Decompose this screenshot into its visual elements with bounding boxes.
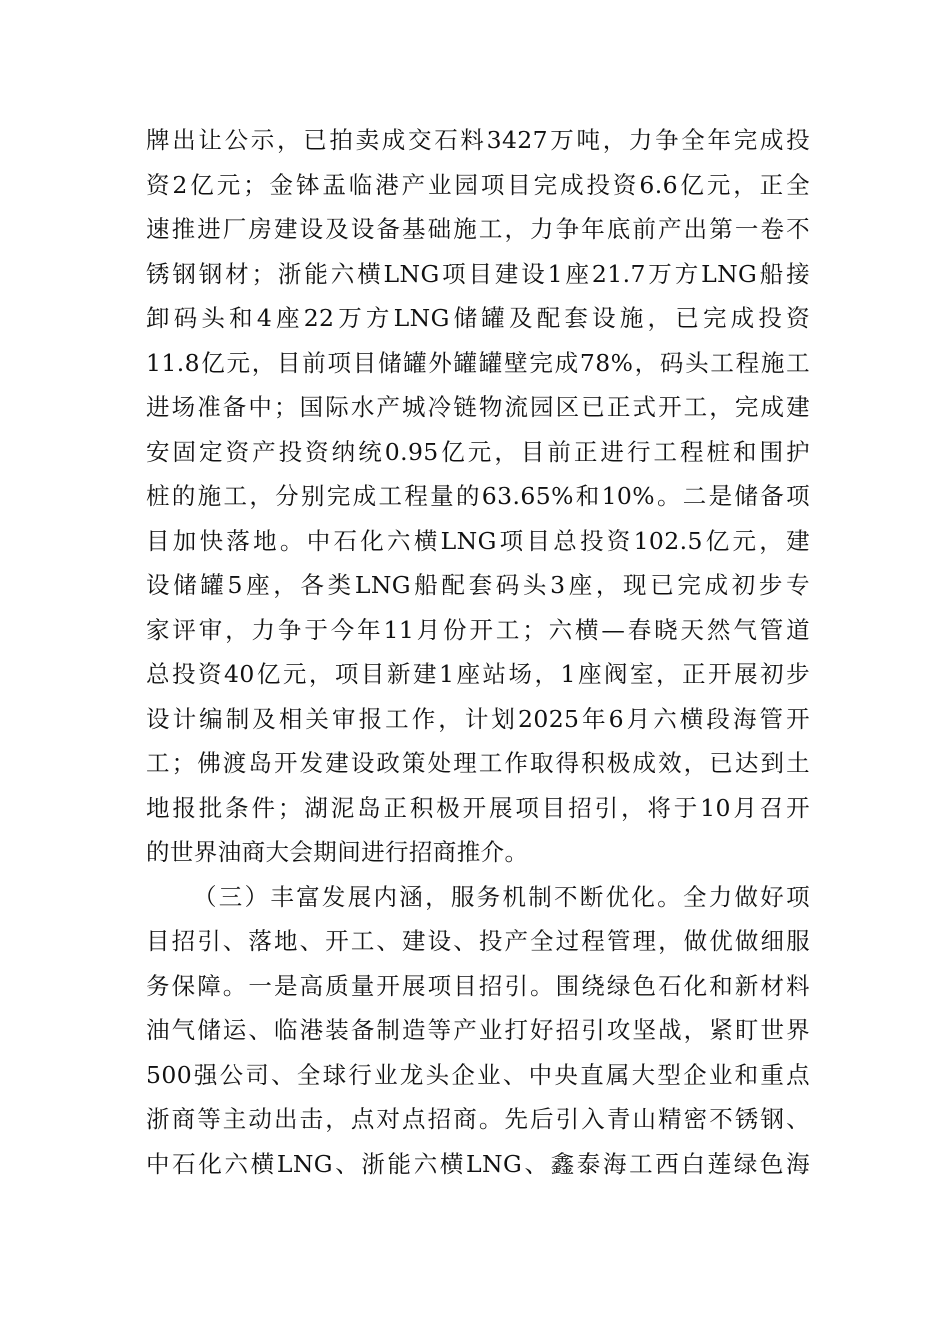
text-line: 500强公司、全球行业龙头企业、中央直属大型企业和重点 xyxy=(146,1060,810,1089)
text-line: 11.8亿元，目前项目储罐外罐罐壁完成78%，码头工程施工 xyxy=(146,348,810,377)
section-heading-line: （三）丰富发展内涵，服务机制不断优化。全力做好项 xyxy=(193,882,810,911)
text-line: 桩的施工，分别完成工程量的63.65%和10%。二是储备项 xyxy=(146,482,810,510)
text-line: 地报批条件；湖泥岛正积极开展项目招引，将于10月召开 xyxy=(146,793,810,822)
text-line: 务保障。一是高质量开展项目招引。围绕绿色石化和新材料 xyxy=(146,971,810,1000)
text-line: 资2亿元；金钵盂临港产业园项目完成投资6.6亿元，正全 xyxy=(146,170,810,199)
paragraph-last-line: 的世界油商大会期间进行招商推介。 xyxy=(146,838,529,866)
text-line: 速推进厂房建设及设备基础施工，力争年底前产出第一卷不 xyxy=(146,215,810,243)
text-line: 卸码头和4座22万方LNG储罐及配套设施，已完成投资 xyxy=(146,304,810,332)
text-line: 设计编制及相关审报工作，计划2025年6月六横段海管开 xyxy=(146,704,810,733)
body-text xyxy=(146,118,810,1186)
text-line: 牌出让公示，已拍卖成交石料3427万吨，力争全年完成投 xyxy=(146,126,810,154)
text-line: 安固定资产投资纳统0.95亿元，目前正进行工程桩和围护 xyxy=(146,437,810,466)
text-line: 设储罐5座，各类LNG船配套码头3座，现已完成初步专 xyxy=(146,571,810,599)
text-line: 工；佛渡岛开发建设政策处理工作取得积极成效，已达到土 xyxy=(146,749,810,777)
text-line: 油气储运、临港装备制造等产业打好招引攻坚战，紧盯世界 xyxy=(146,1016,810,1044)
text-line: 总投资40亿元，项目新建1座站场，1座阀室，正开展初步 xyxy=(146,660,810,688)
text-line: 锈钢钢材；浙能六横LNG项目建设1座21.7万方LNG船接 xyxy=(146,259,810,288)
text-line: 中石化六横LNG、浙能六横LNG、鑫泰海工西白莲绿色海 xyxy=(146,1149,810,1178)
text-line: 家评审，力争于今年11月份开工；六横—春晓天然气管道 xyxy=(146,615,810,644)
text-line: 浙商等主动出击，点对点招商。先后引入青山精密不锈钢、 xyxy=(146,1105,810,1133)
text-line: 目加快落地。中石化六横LNG项目总投资102.5亿元，建 xyxy=(146,526,810,555)
text-line: 目招引、落地、开工、建设、投产全过程管理，做优做细服 xyxy=(146,927,810,955)
text-line: 进场准备中；国际水产城冷链物流园区已正式开工，完成建 xyxy=(146,393,810,421)
